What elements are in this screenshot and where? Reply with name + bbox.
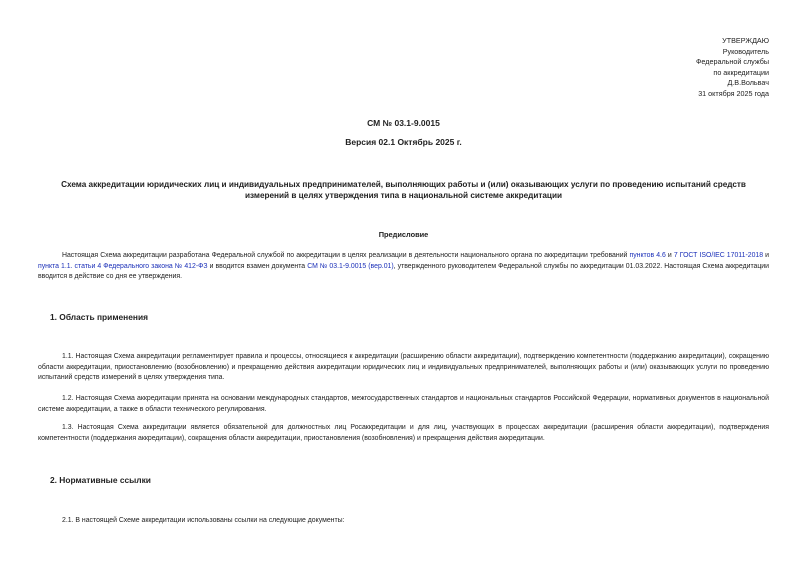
doc-version: Версия 02.1 Октябрь 2025 г. bbox=[345, 137, 462, 147]
link-cm-previous[interactable]: СМ № 03.1-9.0015 (вер.01) bbox=[307, 262, 394, 270]
paragraph-1-1: 1.1. Настоящая Схема аккредитации регламентирует правила и процессы, относящиеся к аккредитации (расширению области аккредитации), подтверждению компетентности (поддержанию аккредитации), сокращению области аккредитации, приостановлению (возобновлению) и прекращению действия аккредитации юридических лиц и индивидуальных предпринимателей, выполняющих работы и (или) оказывающих услуги по проведению испытаний средств измерений в целях утверждения типа. bbox=[38, 353, 769, 382]
text: , утвержденного руководителем Федеральной службы по аккредитации 01.03.2022. Настоящая Схема аккредитации вводится в действие со дня ее утверждения. bbox=[38, 262, 770, 281]
link-law-412[interactable]: пункта 1.1. статьи 4 Федерального закона № 412-ФЗ bbox=[38, 262, 208, 270]
section-1-heading: 1. Область применения bbox=[50, 312, 148, 322]
link-clauses-4-6[interactable]: пунктов 4.6 bbox=[629, 252, 666, 259]
paragraph-2-1: 2.1. В настоящей Схеме аккредитации использованы ссылки на следующие документы: bbox=[62, 517, 345, 524]
paragraph-1-3: 1.3. Настоящая Схема аккредитации является обязательной для должностных лиц Росаккредитации и для лиц, участвующих в процессах аккредитации (расширения области аккредитации), подтверждения компетентности (поддержания аккредитации), сокращения области аккредитации, приостановления (возобновления) и прекращения действия аккредитации. bbox=[38, 424, 769, 442]
approval-line: Федеральной службы bbox=[695, 57, 769, 66]
preface-heading: Предисловие bbox=[378, 230, 429, 239]
doc-title: Схема аккредитации юридических лиц и индивидуальных предпринимателей, выполняющих работы и (или) оказывающих услуги по проведению испытаний средств измерений в целях утверждения типа в национальной системе аккредитации bbox=[61, 180, 746, 200]
text: и bbox=[763, 252, 770, 259]
approval-line: Д.В.Вольвач bbox=[727, 78, 769, 87]
approval-line: 31 октября 2025 года bbox=[698, 88, 769, 98]
text: Настоящая Схема аккредитации разработана Федеральной службой по аккредитации в целях реализации в деятельности национального органа по аккредитации требований bbox=[62, 252, 630, 259]
approval-line: Руководитель bbox=[722, 46, 769, 56]
approval-line: УТВЕРЖДАЮ bbox=[722, 36, 769, 45]
text: и bbox=[665, 252, 674, 259]
approval-line: по аккредитации bbox=[713, 67, 769, 77]
paragraph-1-2: 1.2. Настоящая Схема аккредитации принята на основании международных стандартов, межгосударственных стандартов и национальных стандартов Российской Федерации, нормативных документов в национальной системе аккредитации, а также в области технического регулирования. bbox=[38, 395, 769, 413]
doc-number: СМ № 03.1-9.0015 bbox=[367, 118, 440, 128]
approval-block bbox=[696, 36, 769, 99]
section-2-heading: 2. Нормативные ссылки bbox=[50, 475, 151, 485]
preface-paragraph bbox=[38, 251, 769, 283]
text: и вводится взамен документа bbox=[207, 262, 308, 270]
link-gost-17011[interactable]: 7 ГОСТ ISO/IEC 17011-2018 bbox=[673, 252, 764, 259]
